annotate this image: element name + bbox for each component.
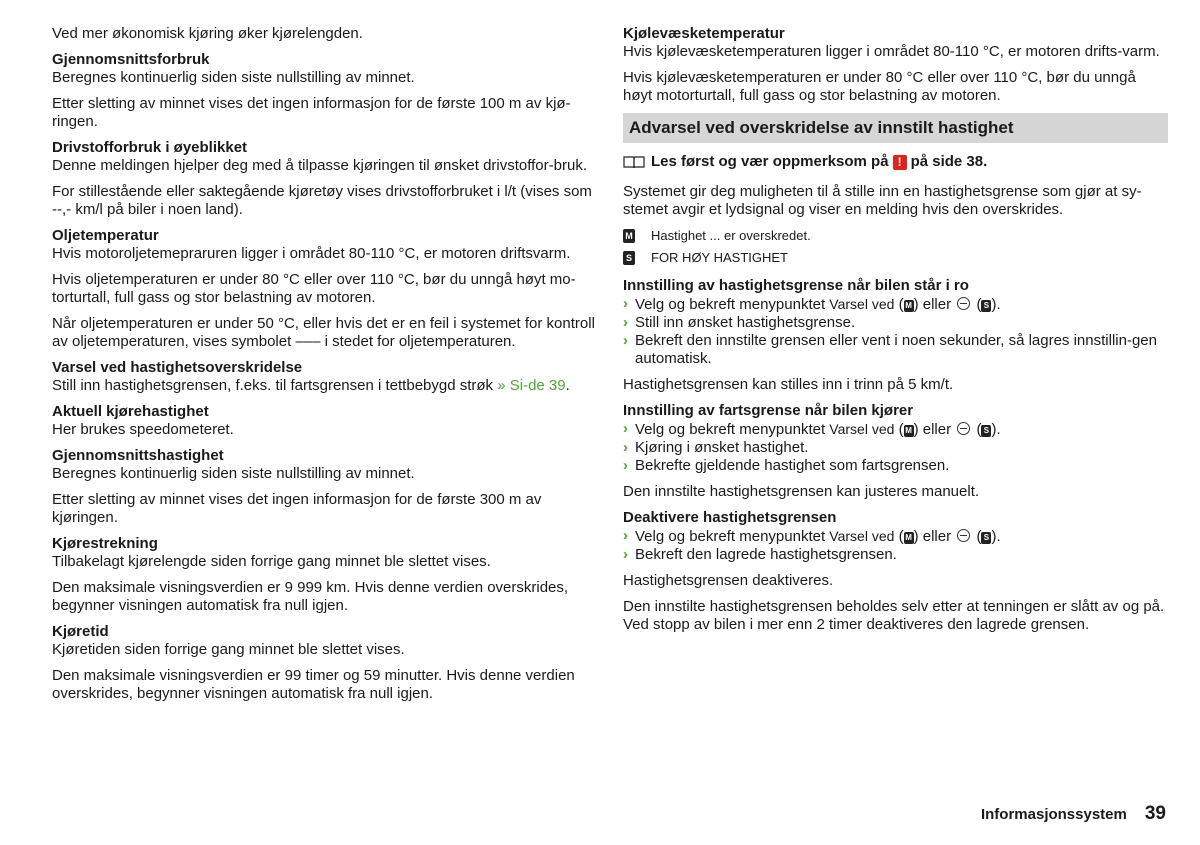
- book-icon: [623, 155, 645, 169]
- step-text: Bekreft den innstilte grensen eller vent i noen sekunder, så lagres innstillin-gen automatisk.: [635, 332, 1157, 367]
- step-text: Still inn ønsket hastighetsgrense.: [635, 314, 856, 331]
- final-note: Den innstilte hastighetsgrensen beholdes selv etter at tenningen er slått av og på. Ved stopp av bilen i mer enn 2 timer deaktiveres den lagrede grensen.: [623, 598, 1165, 633]
- arrow-icon: ›: [623, 332, 628, 349]
- step-text: Bekreft den lagrede hastighetsgrensen.: [635, 546, 897, 563]
- page-footer: [981, 805, 1166, 824]
- section-avg-consumption: [52, 51, 597, 131]
- section-title: Kjørestrekning: [52, 535, 158, 552]
- section-title: Varsel ved hastighetsoverskridelse: [52, 359, 303, 376]
- step-text: Velg og bekreft menypunktet: [635, 296, 826, 313]
- section-text: Denne meldingen hjelper deg med å tilpasse kjøringen til ønsket drivstoffor-bruk.: [52, 157, 587, 174]
- section-text: Hvis motoroljetemepraruren ligger i området 80-110 °C, er motoren driftsvarm.: [52, 245, 571, 262]
- page-link[interactable]: » Si-de 39: [497, 377, 566, 394]
- display-message-m: [623, 227, 1168, 245]
- speed-warning-text: Still inn hastighetsgrensen, f.eks. til fartsgrensen i tettbebygd strøk: [52, 377, 494, 394]
- section-title: Aktuell kjørehastighet: [52, 403, 209, 420]
- section-distance: [52, 535, 597, 615]
- section-title: Gjennomsnittshastighet: [52, 447, 224, 464]
- section-text: Etter sletting av minnet vises det ingen informasjon for de første 300 m av kjøringen.: [52, 491, 542, 526]
- section-text: Den maksimale visningsverdien er 99 timer og 59 minutter. Hvis denne verdien overskrides, begynner visningen automatisk fra null igjen.: [52, 667, 575, 702]
- step-item: [623, 314, 1168, 332]
- section-current-speed: [52, 403, 597, 439]
- block-set-when-stopped: [623, 277, 1168, 394]
- or-text: eller: [922, 528, 952, 545]
- block-title: Innstilling av hastighetsgrense når bilen står i ro: [623, 277, 969, 294]
- section-text: Hvis kjølevæsketemperaturen ligger i området 80-110 °C, er motoren drifts-varm.: [623, 43, 1160, 60]
- s-icon: S: [981, 532, 991, 544]
- step-item: [623, 457, 1168, 475]
- section-title: Kjølevæsketemperatur: [623, 25, 785, 42]
- section-current-consumption: [52, 139, 597, 219]
- minus-circle-icon: [957, 297, 970, 310]
- section-driving-time: [52, 623, 597, 703]
- display-s-icon: S: [623, 251, 635, 265]
- left-column: [52, 25, 597, 711]
- section-text: For stillestående eller saktegående kjøretøy vises drivstofforbruket i l/t (vises som --,- km/l på biler i noen land).: [52, 183, 592, 218]
- step-item: [623, 439, 1168, 457]
- block-title: Deaktivere hastighetsgrensen: [623, 509, 837, 526]
- section-text: [52, 377, 597, 395]
- step-item: [623, 332, 1168, 368]
- section-title: Oljetemperatur: [52, 227, 159, 244]
- step-text: Velg og bekreft menypunktet: [635, 421, 826, 438]
- read-first-note: [623, 153, 1168, 171]
- arrow-icon: ›: [623, 420, 628, 437]
- steps-list: [623, 527, 1168, 564]
- arrow-icon: ›: [623, 295, 628, 312]
- section-banner: Advarsel ved overskridelse av innstilt hastighet: [623, 113, 1168, 143]
- chapter-label: Informasjonssystem: [980, 806, 1127, 823]
- section-text: Beregnes kontinuerlig siden siste nullstilling av minnet.: [52, 465, 415, 482]
- section-text: Etter sletting av minnet vises det ingen informasjon for de første 100 m av kjø-ringen.: [52, 95, 571, 130]
- section-speed-warning: [52, 359, 597, 395]
- display-message-s: [623, 249, 1168, 267]
- or-text: eller: [922, 296, 952, 313]
- minus-circle-icon: [957, 422, 970, 435]
- block-note: Den innstilte hastighetsgrensen kan justeres manuelt.: [623, 483, 980, 500]
- section-title: Gjennomsnittsforbruk: [52, 51, 210, 68]
- s-icon: S: [981, 425, 991, 437]
- block-set-while-driving: [623, 402, 1168, 501]
- display-text: Hastighet ... er overskredet.: [651, 228, 811, 243]
- step-item: › Velg og bekreft menypunktet Varsel ved ( M ) eller ( S ).: [623, 420, 1001, 438]
- arrow-icon: ›: [623, 314, 628, 331]
- step-text: Kjøring i ønsket hastighet.: [635, 439, 809, 456]
- display-text: FOR HØY HASTIGHET: [651, 250, 788, 265]
- menu-name: Varsel ved: [829, 421, 895, 437]
- section-text: Når oljetemperaturen er under 50 °C, eller hvis det er en feil i systemet for kontroll av oljetemperaturen, vises symbolet ––– i stedet for oljetemperaturen.: [52, 315, 595, 350]
- step-text: Velg og bekreft menypunktet: [635, 528, 826, 545]
- arrow-icon: ›: [623, 439, 628, 456]
- steps-list: [623, 420, 1168, 475]
- system-description: Systemet gir deg muligheten til å stille inn en hastighetsgrense som gjør at sy-stemet avgir et lydsignal og viser en melding hvis den overskrides.: [623, 183, 1142, 218]
- section-text: Kjøretiden siden forrige gang minnet ble slettet vises.: [52, 641, 405, 658]
- step-item: › Velg og bekreft menypunktet Varsel ved ( M ) eller ( S ).: [623, 295, 1001, 313]
- menu-name: Varsel ved: [829, 296, 895, 312]
- section-text: Her brukes speedometeret.: [52, 421, 234, 438]
- block-note: Hastighetsgrensen deaktiveres.: [623, 572, 834, 589]
- section-text: Tilbakelagt kjørelengde siden forrige gang minnet ble slettet vises.: [52, 553, 491, 570]
- period: .: [565, 377, 570, 394]
- arrow-icon: ›: [623, 546, 628, 563]
- menu-name: Varsel ved: [829, 528, 895, 544]
- m-icon: M: [905, 426, 912, 435]
- block-note: Hastighetsgrensen kan stilles inn i trinn på 5 km/t.: [623, 376, 954, 393]
- s-icon: S: [981, 300, 991, 312]
- block-deactivate: [623, 509, 1168, 590]
- section-coolant: [623, 25, 1168, 105]
- right-column: [623, 25, 1168, 642]
- steps-list: [623, 295, 1168, 368]
- step-item: [623, 546, 1168, 564]
- section-text: Hvis oljetemperaturen er under 80 °C eller over 110 °C, bør du unngå høyt mo-torturtall, full gass og stor belastning av motoren.: [52, 271, 576, 306]
- block-title: Innstilling av fartsgrense når bilen kjører: [623, 402, 914, 419]
- display-m-icon: M: [623, 229, 635, 243]
- m-icon: M: [905, 533, 912, 542]
- section-text: Hvis kjølevæsketemperaturen er under 80 °C eller over 110 °C, bør du unngå høyt motorturtall, full gass og stor belastning av motoren.: [623, 69, 1136, 104]
- read-first-after: på side 38.: [910, 153, 988, 170]
- minus-circle-icon: [957, 529, 970, 542]
- arrow-icon: ›: [623, 457, 628, 474]
- section-avg-speed: [52, 447, 597, 527]
- step-text: Bekrefte gjeldende hastighet som fartsgrensen.: [635, 457, 950, 474]
- step-item: › Velg og bekreft menypunktet Varsel ved ( M ) eller ( S ).: [623, 527, 1001, 545]
- warning-icon[interactable]: !: [893, 155, 907, 170]
- section-text: Beregnes kontinuerlig siden siste nullstilling av minnet.: [52, 69, 415, 86]
- section-title: Drivstofforbruk i øyeblikket: [52, 139, 248, 156]
- section-oil-temperature: [52, 227, 597, 351]
- section-title: Kjøretid: [52, 623, 109, 640]
- read-first-before: Les først og vær oppmerksom på: [651, 153, 889, 170]
- arrow-icon: ›: [623, 527, 628, 544]
- intro-text: Ved mer økonomisk kjøring øker kjørelengden.: [52, 25, 363, 42]
- m-icon: M: [905, 301, 912, 310]
- page-number: 39: [1144, 803, 1166, 824]
- section-text: Den maksimale visningsverdien er 9 999 km. Hvis denne verdien overskrides, begynner visningen automatisk fra null igjen.: [52, 579, 569, 614]
- or-text: eller: [922, 421, 952, 438]
